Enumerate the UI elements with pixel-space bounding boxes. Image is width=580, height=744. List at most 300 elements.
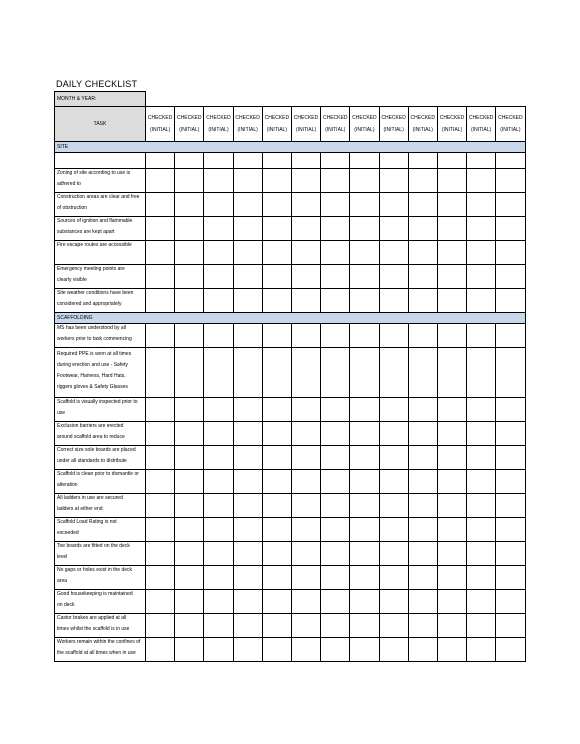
check-cell[interactable] — [291, 446, 320, 470]
check-cell[interactable] — [379, 153, 408, 169]
check-cell[interactable] — [204, 470, 233, 494]
initial-label: (INITIAL) — [179, 127, 200, 133]
check-cell[interactable] — [233, 241, 262, 265]
check-cell[interactable] — [437, 566, 466, 590]
check-cell[interactable] — [291, 470, 320, 494]
check-cell[interactable] — [408, 348, 437, 398]
check-cell[interactable] — [379, 494, 408, 518]
check-cell[interactable] — [175, 518, 204, 542]
check-cell[interactable] — [437, 614, 466, 638]
check-cell[interactable] — [321, 324, 350, 348]
check-cell[interactable] — [204, 289, 233, 313]
check-cell[interactable] — [408, 566, 437, 590]
check-cell[interactable] — [379, 324, 408, 348]
check-cell[interactable] — [408, 324, 437, 348]
check-cell[interactable] — [204, 614, 233, 638]
checked-initial-header — [496, 107, 525, 142]
check-cell[interactable] — [321, 614, 350, 638]
check-cell[interactable] — [175, 169, 204, 193]
check-cell[interactable] — [146, 289, 175, 313]
check-cell[interactable] — [291, 494, 320, 518]
check-cell[interactable] — [233, 289, 262, 313]
task-line: around scaffold area to reduce — [57, 433, 125, 440]
check-cell[interactable] — [321, 470, 350, 494]
check-cell[interactable] — [204, 153, 233, 169]
task-description — [55, 398, 146, 422]
check-cell[interactable] — [204, 446, 233, 470]
check-cell[interactable] — [379, 193, 408, 217]
check-cell[interactable] — [146, 518, 175, 542]
check-cell[interactable] — [496, 518, 525, 542]
check-cell[interactable] — [321, 638, 350, 662]
check-cell[interactable] — [233, 324, 262, 348]
check-cell[interactable] — [350, 542, 379, 566]
check-cell[interactable] — [408, 446, 437, 470]
initial-label: (INITIAL) — [208, 127, 229, 133]
check-cell[interactable] — [175, 566, 204, 590]
check-cell[interactable] — [233, 470, 262, 494]
checklist-row — [55, 153, 526, 169]
check-cell[interactable] — [262, 590, 291, 614]
check-cell[interactable] — [379, 566, 408, 590]
check-cell[interactable] — [496, 590, 525, 614]
check-cell[interactable] — [350, 638, 379, 662]
check-cell[interactable] — [233, 566, 262, 590]
check-cell[interactable] — [204, 265, 233, 289]
check-cell[interactable] — [262, 614, 291, 638]
check-cell[interactable] — [204, 494, 233, 518]
checklist-row — [55, 638, 526, 662]
check-cell[interactable] — [350, 470, 379, 494]
task-line: the scaffold at all times when in use — [57, 649, 136, 656]
check-cell[interactable] — [175, 193, 204, 217]
check-cell[interactable] — [437, 590, 466, 614]
check-cell[interactable] — [496, 470, 525, 494]
check-cell[interactable] — [262, 638, 291, 662]
check-cell[interactable] — [437, 422, 466, 446]
check-cell[interactable] — [467, 566, 496, 590]
check-cell[interactable] — [175, 470, 204, 494]
check-cell[interactable] — [175, 638, 204, 662]
check-cell[interactable] — [291, 348, 320, 398]
check-cell[interactable] — [350, 241, 379, 265]
check-cell[interactable] — [496, 289, 525, 313]
check-cell[interactable] — [350, 153, 379, 169]
check-cell[interactable] — [204, 241, 233, 265]
check-cell[interactable] — [321, 289, 350, 313]
check-cell[interactable] — [262, 193, 291, 217]
check-cell[interactable] — [146, 614, 175, 638]
month-year-value-cell[interactable] — [146, 92, 526, 107]
check-cell[interactable] — [321, 542, 350, 566]
check-cell[interactable] — [262, 153, 291, 169]
check-cell[interactable] — [496, 638, 525, 662]
check-cell[interactable] — [467, 494, 496, 518]
check-cell[interactable] — [204, 217, 233, 241]
check-cell[interactable] — [379, 422, 408, 446]
checklist-row — [55, 169, 526, 193]
check-cell[interactable] — [379, 542, 408, 566]
check-cell[interactable] — [291, 153, 320, 169]
initial-label: (INITIAL) — [471, 127, 492, 133]
check-cell[interactable] — [291, 265, 320, 289]
check-cell[interactable] — [408, 590, 437, 614]
task-description — [55, 422, 146, 446]
check-cell[interactable] — [262, 169, 291, 193]
check-cell[interactable] — [321, 153, 350, 169]
check-cell[interactable] — [379, 217, 408, 241]
check-cell[interactable] — [408, 470, 437, 494]
checklist-row — [55, 217, 526, 241]
check-cell[interactable] — [291, 289, 320, 313]
check-cell[interactable] — [379, 446, 408, 470]
check-cell[interactable] — [408, 153, 437, 169]
checked-initial-header — [204, 107, 233, 142]
section-header-row — [55, 313, 526, 324]
check-cell[interactable] — [379, 614, 408, 638]
check-cell[interactable] — [321, 398, 350, 422]
check-cell[interactable] — [350, 217, 379, 241]
check-cell[interactable] — [408, 542, 437, 566]
check-cell[interactable] — [146, 638, 175, 662]
check-cell[interactable] — [233, 193, 262, 217]
check-cell[interactable] — [467, 638, 496, 662]
check-cell[interactable] — [146, 566, 175, 590]
check-cell[interactable] — [437, 169, 466, 193]
task-line: Scaffold Load Rating is not — [57, 518, 117, 525]
check-cell[interactable] — [291, 241, 320, 265]
check-cell[interactable] — [321, 348, 350, 398]
task-line: Site weather conditions have been — [57, 289, 134, 296]
check-cell[interactable] — [379, 241, 408, 265]
section-header-row — [55, 142, 526, 153]
check-cell[interactable] — [467, 348, 496, 398]
check-cell[interactable] — [408, 169, 437, 193]
task-description — [55, 348, 146, 398]
check-cell[interactable] — [496, 241, 525, 265]
check-cell[interactable] — [233, 590, 262, 614]
initial-label: (INITIAL) — [383, 127, 404, 133]
check-cell[interactable] — [379, 169, 408, 193]
check-cell[interactable] — [437, 193, 466, 217]
checklist-row — [55, 265, 526, 289]
check-cell[interactable] — [467, 241, 496, 265]
check-cell[interactable] — [175, 241, 204, 265]
check-cell[interactable] — [233, 542, 262, 566]
check-cell[interactable] — [204, 422, 233, 446]
check-cell[interactable] — [350, 193, 379, 217]
check-cell[interactable] — [175, 217, 204, 241]
check-cell[interactable] — [467, 446, 496, 470]
check-cell[interactable] — [262, 348, 291, 398]
task-line: Workers remain within the confines of — [57, 638, 141, 645]
check-cell[interactable] — [350, 494, 379, 518]
check-cell[interactable] — [350, 265, 379, 289]
check-cell[interactable] — [291, 422, 320, 446]
check-cell[interactable] — [233, 446, 262, 470]
task-description — [55, 289, 146, 313]
check-cell[interactable] — [291, 590, 320, 614]
check-cell[interactable] — [437, 348, 466, 398]
check-cell[interactable] — [408, 614, 437, 638]
check-cell[interactable] — [437, 494, 466, 518]
check-cell[interactable] — [204, 169, 233, 193]
check-cell[interactable] — [496, 324, 525, 348]
check-cell[interactable] — [467, 217, 496, 241]
check-cell[interactable] — [350, 398, 379, 422]
check-cell[interactable] — [262, 217, 291, 241]
check-cell[interactable] — [262, 265, 291, 289]
check-cell[interactable] — [496, 169, 525, 193]
check-cell[interactable] — [408, 398, 437, 422]
checked-label: CHECKED — [439, 115, 465, 121]
check-cell[interactable] — [467, 422, 496, 446]
check-cell[interactable] — [437, 324, 466, 348]
check-cell[interactable] — [291, 217, 320, 241]
check-cell[interactable] — [350, 446, 379, 470]
check-cell[interactable] — [467, 590, 496, 614]
check-cell[interactable] — [204, 193, 233, 217]
check-cell[interactable] — [321, 422, 350, 446]
check-cell[interactable] — [291, 566, 320, 590]
check-cell[interactable] — [262, 566, 291, 590]
section-title: SCAFFOLDING — [55, 313, 526, 324]
check-cell[interactable] — [146, 348, 175, 398]
check-cell[interactable] — [350, 169, 379, 193]
check-cell[interactable] — [262, 289, 291, 313]
check-cell[interactable] — [350, 348, 379, 398]
check-cell[interactable] — [291, 324, 320, 348]
check-cell[interactable] — [146, 265, 175, 289]
check-cell[interactable] — [379, 518, 408, 542]
check-cell[interactable] — [379, 289, 408, 313]
check-cell[interactable] — [350, 518, 379, 542]
check-cell[interactable] — [175, 289, 204, 313]
check-cell[interactable] — [175, 590, 204, 614]
check-cell[interactable] — [437, 217, 466, 241]
check-cell[interactable] — [146, 217, 175, 241]
check-cell[interactable] — [233, 217, 262, 241]
check-cell[interactable] — [204, 566, 233, 590]
check-cell[interactable] — [350, 324, 379, 348]
check-cell[interactable] — [233, 348, 262, 398]
check-cell[interactable] — [408, 638, 437, 662]
check-cell[interactable] — [321, 241, 350, 265]
check-cell[interactable] — [291, 169, 320, 193]
check-cell[interactable] — [408, 494, 437, 518]
check-cell[interactable] — [437, 241, 466, 265]
check-cell[interactable] — [175, 153, 204, 169]
check-cell[interactable] — [146, 193, 175, 217]
check-cell[interactable] — [204, 590, 233, 614]
task-description — [55, 169, 146, 193]
check-cell[interactable] — [291, 614, 320, 638]
check-cell[interactable] — [408, 217, 437, 241]
check-cell[interactable] — [496, 494, 525, 518]
check-cell[interactable] — [350, 422, 379, 446]
check-cell[interactable] — [467, 169, 496, 193]
check-cell[interactable] — [467, 614, 496, 638]
check-cell[interactable] — [262, 398, 291, 422]
check-cell[interactable] — [408, 265, 437, 289]
task-line: riggers gloves & Safety Glasses — [57, 383, 128, 390]
check-cell[interactable] — [204, 542, 233, 566]
check-cell[interactable] — [321, 518, 350, 542]
check-cell[interactable] — [496, 422, 525, 446]
check-cell[interactable] — [408, 518, 437, 542]
check-cell[interactable] — [408, 289, 437, 313]
check-cell[interactable] — [321, 590, 350, 614]
check-cell[interactable] — [233, 638, 262, 662]
check-cell[interactable] — [175, 265, 204, 289]
check-cell[interactable] — [262, 518, 291, 542]
check-cell[interactable] — [467, 518, 496, 542]
check-cell[interactable] — [379, 265, 408, 289]
task-line: Emergency meeting points are — [57, 265, 125, 272]
check-cell[interactable] — [233, 169, 262, 193]
check-cell[interactable] — [204, 348, 233, 398]
check-cell[interactable] — [233, 153, 262, 169]
check-cell[interactable] — [321, 494, 350, 518]
check-cell[interactable] — [437, 153, 466, 169]
check-cell[interactable] — [146, 590, 175, 614]
check-cell[interactable] — [467, 193, 496, 217]
month-year-label: MONTH & YEAR: — [55, 92, 146, 107]
check-cell[interactable] — [408, 193, 437, 217]
check-cell[interactable] — [233, 265, 262, 289]
check-cell[interactable] — [175, 446, 204, 470]
check-cell[interactable] — [321, 265, 350, 289]
check-cell[interactable] — [321, 193, 350, 217]
check-cell[interactable] — [146, 494, 175, 518]
check-cell[interactable] — [437, 446, 466, 470]
check-cell[interactable] — [321, 566, 350, 590]
check-cell[interactable] — [496, 446, 525, 470]
checked-initial-header — [262, 107, 291, 142]
initial-label: (INITIAL) — [325, 127, 346, 133]
check-cell[interactable] — [146, 398, 175, 422]
check-cell[interactable] — [262, 494, 291, 518]
check-cell[interactable] — [350, 614, 379, 638]
check-cell[interactable] — [233, 398, 262, 422]
check-cell[interactable] — [408, 422, 437, 446]
check-cell[interactable] — [146, 169, 175, 193]
check-cell[interactable] — [175, 614, 204, 638]
check-cell[interactable] — [467, 398, 496, 422]
check-cell[interactable] — [146, 422, 175, 446]
checked-label: CHECKED — [235, 115, 260, 121]
check-cell[interactable] — [437, 542, 466, 566]
check-cell[interactable] — [496, 566, 525, 590]
check-cell[interactable] — [175, 398, 204, 422]
check-cell[interactable] — [175, 324, 204, 348]
check-cell[interactable] — [262, 324, 291, 348]
check-cell[interactable] — [379, 638, 408, 662]
check-cell[interactable] — [204, 398, 233, 422]
check-cell[interactable] — [262, 542, 291, 566]
check-cell[interactable] — [291, 638, 320, 662]
check-cell[interactable] — [321, 217, 350, 241]
check-cell[interactable] — [496, 614, 525, 638]
check-cell[interactable] — [350, 590, 379, 614]
check-cell[interactable] — [146, 324, 175, 348]
check-cell[interactable] — [146, 446, 175, 470]
check-cell[interactable] — [467, 542, 496, 566]
check-cell[interactable] — [496, 217, 525, 241]
check-cell[interactable] — [233, 494, 262, 518]
check-cell[interactable] — [467, 153, 496, 169]
check-cell[interactable] — [350, 566, 379, 590]
check-cell[interactable] — [262, 470, 291, 494]
check-cell[interactable] — [262, 241, 291, 265]
check-cell[interactable] — [379, 348, 408, 398]
check-cell[interactable] — [321, 446, 350, 470]
check-cell[interactable] — [146, 241, 175, 265]
check-cell[interactable] — [350, 289, 379, 313]
check-cell[interactable] — [233, 422, 262, 446]
check-cell[interactable] — [379, 590, 408, 614]
check-cell[interactable] — [204, 518, 233, 542]
task-line: Castor brakes are applied at all — [57, 614, 127, 621]
check-cell[interactable] — [146, 542, 175, 566]
check-cell[interactable] — [291, 542, 320, 566]
check-cell[interactable] — [175, 494, 204, 518]
check-cell[interactable] — [408, 241, 437, 265]
check-cell[interactable] — [262, 422, 291, 446]
check-cell[interactable] — [437, 518, 466, 542]
check-cell[interactable] — [379, 398, 408, 422]
check-cell[interactable] — [175, 542, 204, 566]
checked-initial-header — [146, 107, 175, 142]
check-cell[interactable] — [291, 398, 320, 422]
checklist-row — [55, 494, 526, 518]
check-cell[interactable] — [204, 638, 233, 662]
task-description — [55, 241, 146, 265]
check-cell[interactable] — [437, 289, 466, 313]
check-cell[interactable] — [379, 470, 408, 494]
check-cell[interactable] — [233, 518, 262, 542]
check-cell[interactable] — [467, 470, 496, 494]
check-cell[interactable] — [467, 324, 496, 348]
check-cell[interactable] — [175, 422, 204, 446]
check-cell[interactable] — [146, 153, 175, 169]
check-cell[interactable] — [321, 169, 350, 193]
check-cell[interactable] — [496, 348, 525, 398]
check-cell[interactable] — [204, 324, 233, 348]
check-cell[interactable] — [437, 265, 466, 289]
task-line: substances are kept apart — [57, 228, 115, 235]
check-cell[interactable] — [467, 265, 496, 289]
check-cell[interactable] — [496, 193, 525, 217]
check-cell[interactable] — [291, 518, 320, 542]
check-cell[interactable] — [467, 289, 496, 313]
check-cell[interactable] — [437, 470, 466, 494]
task-line: alteration — [57, 481, 78, 488]
check-cell[interactable] — [496, 398, 525, 422]
check-cell[interactable] — [262, 446, 291, 470]
initial-label: (INITIAL) — [354, 127, 375, 133]
check-cell[interactable] — [496, 542, 525, 566]
check-cell[interactable] — [175, 348, 204, 398]
check-cell[interactable] — [437, 638, 466, 662]
check-cell[interactable] — [146, 470, 175, 494]
check-cell[interactable] — [496, 265, 525, 289]
check-cell[interactable] — [233, 614, 262, 638]
check-cell[interactable] — [437, 398, 466, 422]
check-cell[interactable] — [291, 193, 320, 217]
check-cell[interactable] — [496, 153, 525, 169]
checked-label: CHECKED — [206, 115, 231, 121]
